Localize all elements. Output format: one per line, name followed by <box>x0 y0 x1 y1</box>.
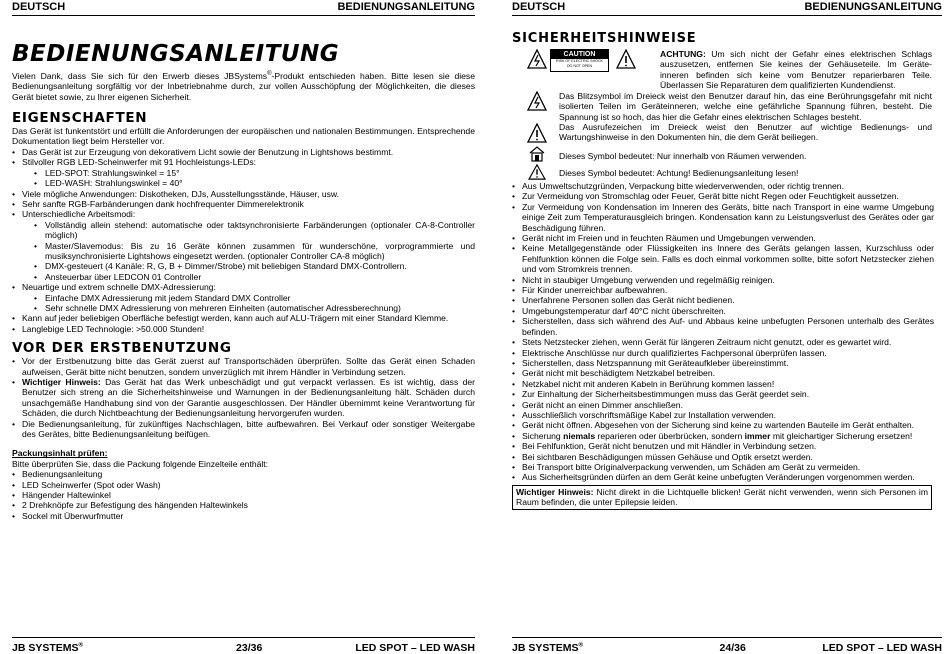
exclamation-triangle-icon <box>616 49 636 69</box>
footer-brand: JB SYSTEMS® <box>512 642 583 654</box>
indoor-house-icon <box>529 146 545 162</box>
list-item: • Nicht in staubiger Umgebung verwenden und regelmäßig reinigen. <box>512 275 934 285</box>
list-item: • Unerfahrene Personen sollen das Gerät nicht bedienen. <box>512 295 934 305</box>
list-item: • Sicherstellen, dass sich während des Auf- und Abbaus keine unbefugten Personen unterhalb des Gerätes befinden. <box>512 316 934 337</box>
list-item: • 2 Drehknöpfe zur Befestigung des hängenden Haltewinkels <box>12 500 475 510</box>
package-intro: Bitte überprüfen Sie, dass die Packung folgende Einzelteile enthält: <box>12 458 269 469</box>
list-item: • Zur Vermeidung von Kondensation im Inneren des Geräts, bitte nach Transport in eine warme Umgebung einige Zeit zum Temperaturausgleich bringen. Kondensation kann zu Leistungsverlust des Gerätes oder gar Beschädigung führen. <box>512 202 934 233</box>
list-item: • DMX-gesteuert (4 Kanäle: R, G, B + Dimmer/Strobe) mit beliebigen Standard DMX-Controllern. <box>34 261 475 271</box>
list-item: • Ausschließlich vorschriftsmäßige Kabel zur Installation verwenden. <box>512 410 934 420</box>
list-item: • Sockel mit Überwurfmutter <box>12 511 475 521</box>
list-item: • Gerät nicht mit beschädigtem Netzkabel betreiben. <box>512 368 934 378</box>
footer-page-number: 24/36 <box>719 642 746 654</box>
list-item: • Unterschiedliche Arbeitsmodi: • Vollständig allein stehend: automatische oder taktsynchronisierte Farbänderungen (optionaler CA-8-Controller möglich) • Master/Slavemodus: Bis zu 16 Geräte können zusammen für wunderschöne, vorprogrammierte und musiksynchronisierte Lightshows eingesetzt werden. (optionaler Controller CA-8 möglich) • DMX-gesteuert (4 Kanäle: R, G, B + Dimmer/Strobe) mit beliebigen Standard DMX-Controllern. • Ansteuerbar über LEDCON 01 Controller <box>12 209 475 282</box>
list-item: • Bei Fehlfunktion, Gerät nicht benutzen und mit Händler in Verbindung setzen. <box>512 441 934 451</box>
main-title: BEDIENUNGSANLEITUNG <box>12 41 340 67</box>
exclamation-paragraph: Das Ausrufezeichen im Dreieck weist den Benutzer auf wichtige Bedienungs- und Wartungshinweise in den Dokumenten hin, die dem Gerät beiliegen. <box>559 122 932 143</box>
list-item: • Bei sichtbaren Beschädigungen müssen Gehäuse und Optik ersetzt werden. <box>512 452 934 462</box>
list-item: • Neuartige und extrem schnelle DMX-Adressierung: • Einfache DMX Adressierung mit jedem Standard DMX Controller • Sehr schnelle DMX Adressierung von mehreren Einheiten (automatischer Adressberechnung) <box>12 282 475 313</box>
list-item: • Umgebungstemperatur darf 40°C nicht überschreiten. <box>512 306 934 316</box>
footer-product: LED SPOT – LED WASH <box>822 642 942 654</box>
indoor-paragraph: Dieses Symbol bedeutet: Nur innerhalb von Räumen verwenden. <box>559 151 807 161</box>
list-item: • Master/Slavemodus: Bis zu 16 Geräte können zusammen für wunderschöne, vorprogrammierte und musiksynchronisierte Lightshows eingesetzt werden. (optionaler Controller CA-8 möglich) <box>34 241 475 262</box>
list-item: • Bei Transport bitte Originalverpackung verwenden, um Schäden am Gerät zu vermeiden. <box>512 462 934 472</box>
lightning-triangle-icon <box>527 91 547 111</box>
list-item: • Kann auf jeder beliebigen Oberfläche befestigt werden, kann auch auf ALU-Trägern mit einer Standard Klemme. <box>12 313 475 323</box>
features-intro: Das Gerät ist funkentstört und erfüllt die Anforderungen der europäischen und nationalen Bestimmungen. Entsprechende Dokumentation liegt beim Hersteller vor. <box>12 126 475 147</box>
section-title-first-use: VOR DER ERSTBENUTZUNG <box>12 340 232 357</box>
list-item: • Gerät nicht öffnen. Abgesehen von der Sicherung sind keine zu wartenden Bauteile im Gerät enthalten. <box>512 420 934 430</box>
page-footer <box>512 637 942 654</box>
list-item: • Keine Metallgegenstände oder Flüssigkeiten ins Innere des Geräts gelangen lassen, Kurzschluss oder Fehlfunktion können die Folge sein. Falls es doch einmal vorkommen sollte, bitte sofort Netzstecker ziehen und vom Stromkreis trennen. <box>512 243 934 274</box>
left-page <box>12 0 475 654</box>
list-item: • LED-SPOT: Strahlungswinkel = 15° <box>34 168 475 178</box>
list-item: • Hängender Haltewinkel <box>12 490 475 500</box>
list-item: • Aus Sicherheitsgründen dürfen an dem Gerät keine unbefugten Veränderungen vorgenommen werden. <box>512 472 934 482</box>
list-item: • Gerät nicht an einen Dimmer anschließen. <box>512 400 934 410</box>
page-header <box>512 0 942 16</box>
list-item: • Wichtiger Hinweis: Das Gerät hat das Werk unbeschädigt und gut verpackt verlassen. Es ist wichtig, dass der Benutzer sich streng an die Sicherheitshinweise und Warnungen in der Bedienungsanleitung hält. Schäden durch unsachgemäße Handhabung sind von der Garantie ausgeschlossen. Der Händler übernimmt keine Verantwortung für Schäden, die durch Nichtbeachtung der Bedienungsanleitung hervorgerufen wurden. <box>12 377 475 419</box>
list-item: • Sicherung niemals reparieren oder überbrücken, sondern immer mit gleichartiger Sicherung ersetzen! <box>512 431 934 441</box>
list-item: • Ansteuerbar über LEDCON 01 Controller <box>34 272 475 282</box>
read-manual-row <box>512 166 942 179</box>
list-item: • Sehr sanfte RGB-Farbänderungen dank hochfrequenter Dimmerelektronik <box>12 199 475 209</box>
list-item: • Sehr schnelle DMX Adressierung von mehreren Einheiten (automatischer Adressberechnung) <box>34 303 475 313</box>
list-item: • LED Scheinwerfer (Spot oder Wash) <box>12 480 475 490</box>
list-item: • Netzkabel nicht mit anderen Kabeln in Berührung kommen lassen! <box>512 379 934 389</box>
exclamation-triangle-icon <box>527 123 547 143</box>
list-item: • Einfache DMX Adressierung mit jedem Standard DMX Controller <box>34 293 475 303</box>
list-item: • Zur Vermeidung von Stromschlag oder Feuer, Gerät bitte nicht Regen oder Feuchtigkeit aussetzen. <box>512 191 934 201</box>
first-use-list <box>12 356 475 439</box>
exclamation-triangle-icon <box>528 164 546 180</box>
caution-label: CAUTION RISK OF ELECTRIC SHOCK DO NOT OPEN <box>550 49 609 72</box>
header-doc-title: BEDIENUNGSANLEITUNG <box>337 1 475 13</box>
header-language: DEUTSCH <box>512 1 566 13</box>
lightning-paragraph: Das Blitzsymbol im Dreieck weist den Benutzer darauf hin, das eine Berührungsgefahr mit nicht isolierten Teilen im Geräteinneren, welche eine gefährliche Spannung führen, besteht. Die Spannung ist so hoch, das hier die Gefahr eines elektrischen Schlages besteht. <box>559 91 932 122</box>
page-footer <box>12 637 475 654</box>
list-item: • Vollständig allein stehend: automatische oder taktsynchronisierte Farbänderungen (optionaler CA-8-Controller möglich) <box>34 220 475 241</box>
safety-list <box>512 181 934 483</box>
section-title-features: EIGENSCHAFTEN <box>12 110 148 127</box>
package-title: Packungsinhalt prüfen: <box>12 448 108 459</box>
achtung-paragraph: ACHTUNG: Um sich nicht der Gefahr eines elektrischen Schlags auszusetzen, entfernen Sie keines der Gehäuseteile. Im Geräte-inneren befinden sich keine vom Benutzer reparierbaren Teile. Überlassen Sie Reparaturen dem qualifizierten Kundendienst. <box>660 49 932 91</box>
header-language: DEUTSCH <box>12 1 66 13</box>
list-item: • LED-WASH: Strahlungswinkel = 40° <box>34 178 475 188</box>
list-item: • Stilvoller RGB LED-Scheinwerfer mit 91 Hochleistungs-LEDs: • LED-SPOT: Strahlungswinkel = 15° • LED-WASH: Strahlungswinkel = 40° <box>12 157 475 188</box>
page-header <box>12 0 475 16</box>
list-item: • Bedienungsanleitung <box>12 469 475 479</box>
footer-page-number: 23/36 <box>236 642 263 654</box>
features-list <box>12 147 475 334</box>
intro-paragraph: Vielen Dank, dass Sie sich für den Erwerb dieses JBSystems®-Produkt entschieden haben. Bitte lesen sie diese Bedienungsanleitung sorgfältig vor der Inbetriebnahme durch, zur vollen Ausschöpfung der Möglichkeiten, die dieses Gerät bietet sowie, zu Ihrer eigenen Sicherheit. <box>12 70 475 102</box>
list-item: • Das Gerät ist zur Erzeugung von dekorativem Licht sowie der Benutzung in Lightshows bestimmt. <box>12 147 475 157</box>
list-item: • Elektrische Anschlüsse nur durch qualifiziertes Fachpersonal überprüfen lassen. <box>512 348 934 358</box>
list-item: • Sicherstellen, dass Netzspannung mit Geräteaufkleber übereinstimmt. <box>512 358 934 368</box>
list-item: • Die Bedienungsanleitung, für zukünftiges Nachschlagen, bitte aufbewahren. Bei Verkauf oder sonstiger Weitergabe des Gerätes, bitte Bedienungsanleitung beifügen. <box>12 419 475 440</box>
list-item: • Vor der Erstbenutzung bitte das Gerät zuerst auf Transportschäden überprüfen. Sollte das Gerät einen Schaden aufweisen, Gerät bitte nicht benutzen, sondern unverzüglich mit ihrem Händler in Verbindung setzen. <box>12 356 475 377</box>
footer-brand: JB SYSTEMS® <box>12 642 83 654</box>
list-item: • Viele mögliche Anwendungen: Diskotheken, DJs, Ausstellungsstände, Häuser, usw. <box>12 189 475 199</box>
header-doc-title: BEDIENUNGSANLEITUNG <box>804 1 942 13</box>
lightning-triangle-icon <box>527 49 547 69</box>
read-manual-paragraph: Dieses Symbol bedeutet: Achtung! Bedienungsanleitung lesen! <box>559 168 799 178</box>
important-note-box: Wichtiger Hinweis: Nicht direkt in die Lichtquelle blicken! Gerät nicht verwenden, wenn sich Personen im Raum befinden, die unter Epilepsie leiden. <box>512 485 932 510</box>
package-list <box>12 469 475 521</box>
list-item: • Für Kinder unerreichbar aufbewahren. <box>512 285 934 295</box>
section-title-safety: SICHERHEITSHINWEISE <box>512 31 697 46</box>
list-item: • Langlebige LED Technologie: >50.000 Stunden! <box>12 324 475 334</box>
right-page <box>512 0 942 654</box>
warning-symbols-block <box>512 49 942 166</box>
list-item: • Aus Umweltschutzgründen, Verpackung bitte wiederverwenden, oder richtig trennen. <box>512 181 934 191</box>
list-item: • Stets Netzstecker ziehen, wenn Gerät für längeren Zeitraum nicht genutzt, oder es gewartet wird. <box>512 337 934 347</box>
list-item: • Zur Einhaltung der Sicherheitsbestimmungen muss das Gerät geerdet sein. <box>512 389 934 399</box>
list-item: • Gerät nicht im Freien und in feuchten Räumen und Umgebungen verwenden. <box>512 233 934 243</box>
footer-product: LED SPOT – LED WASH <box>355 642 475 654</box>
